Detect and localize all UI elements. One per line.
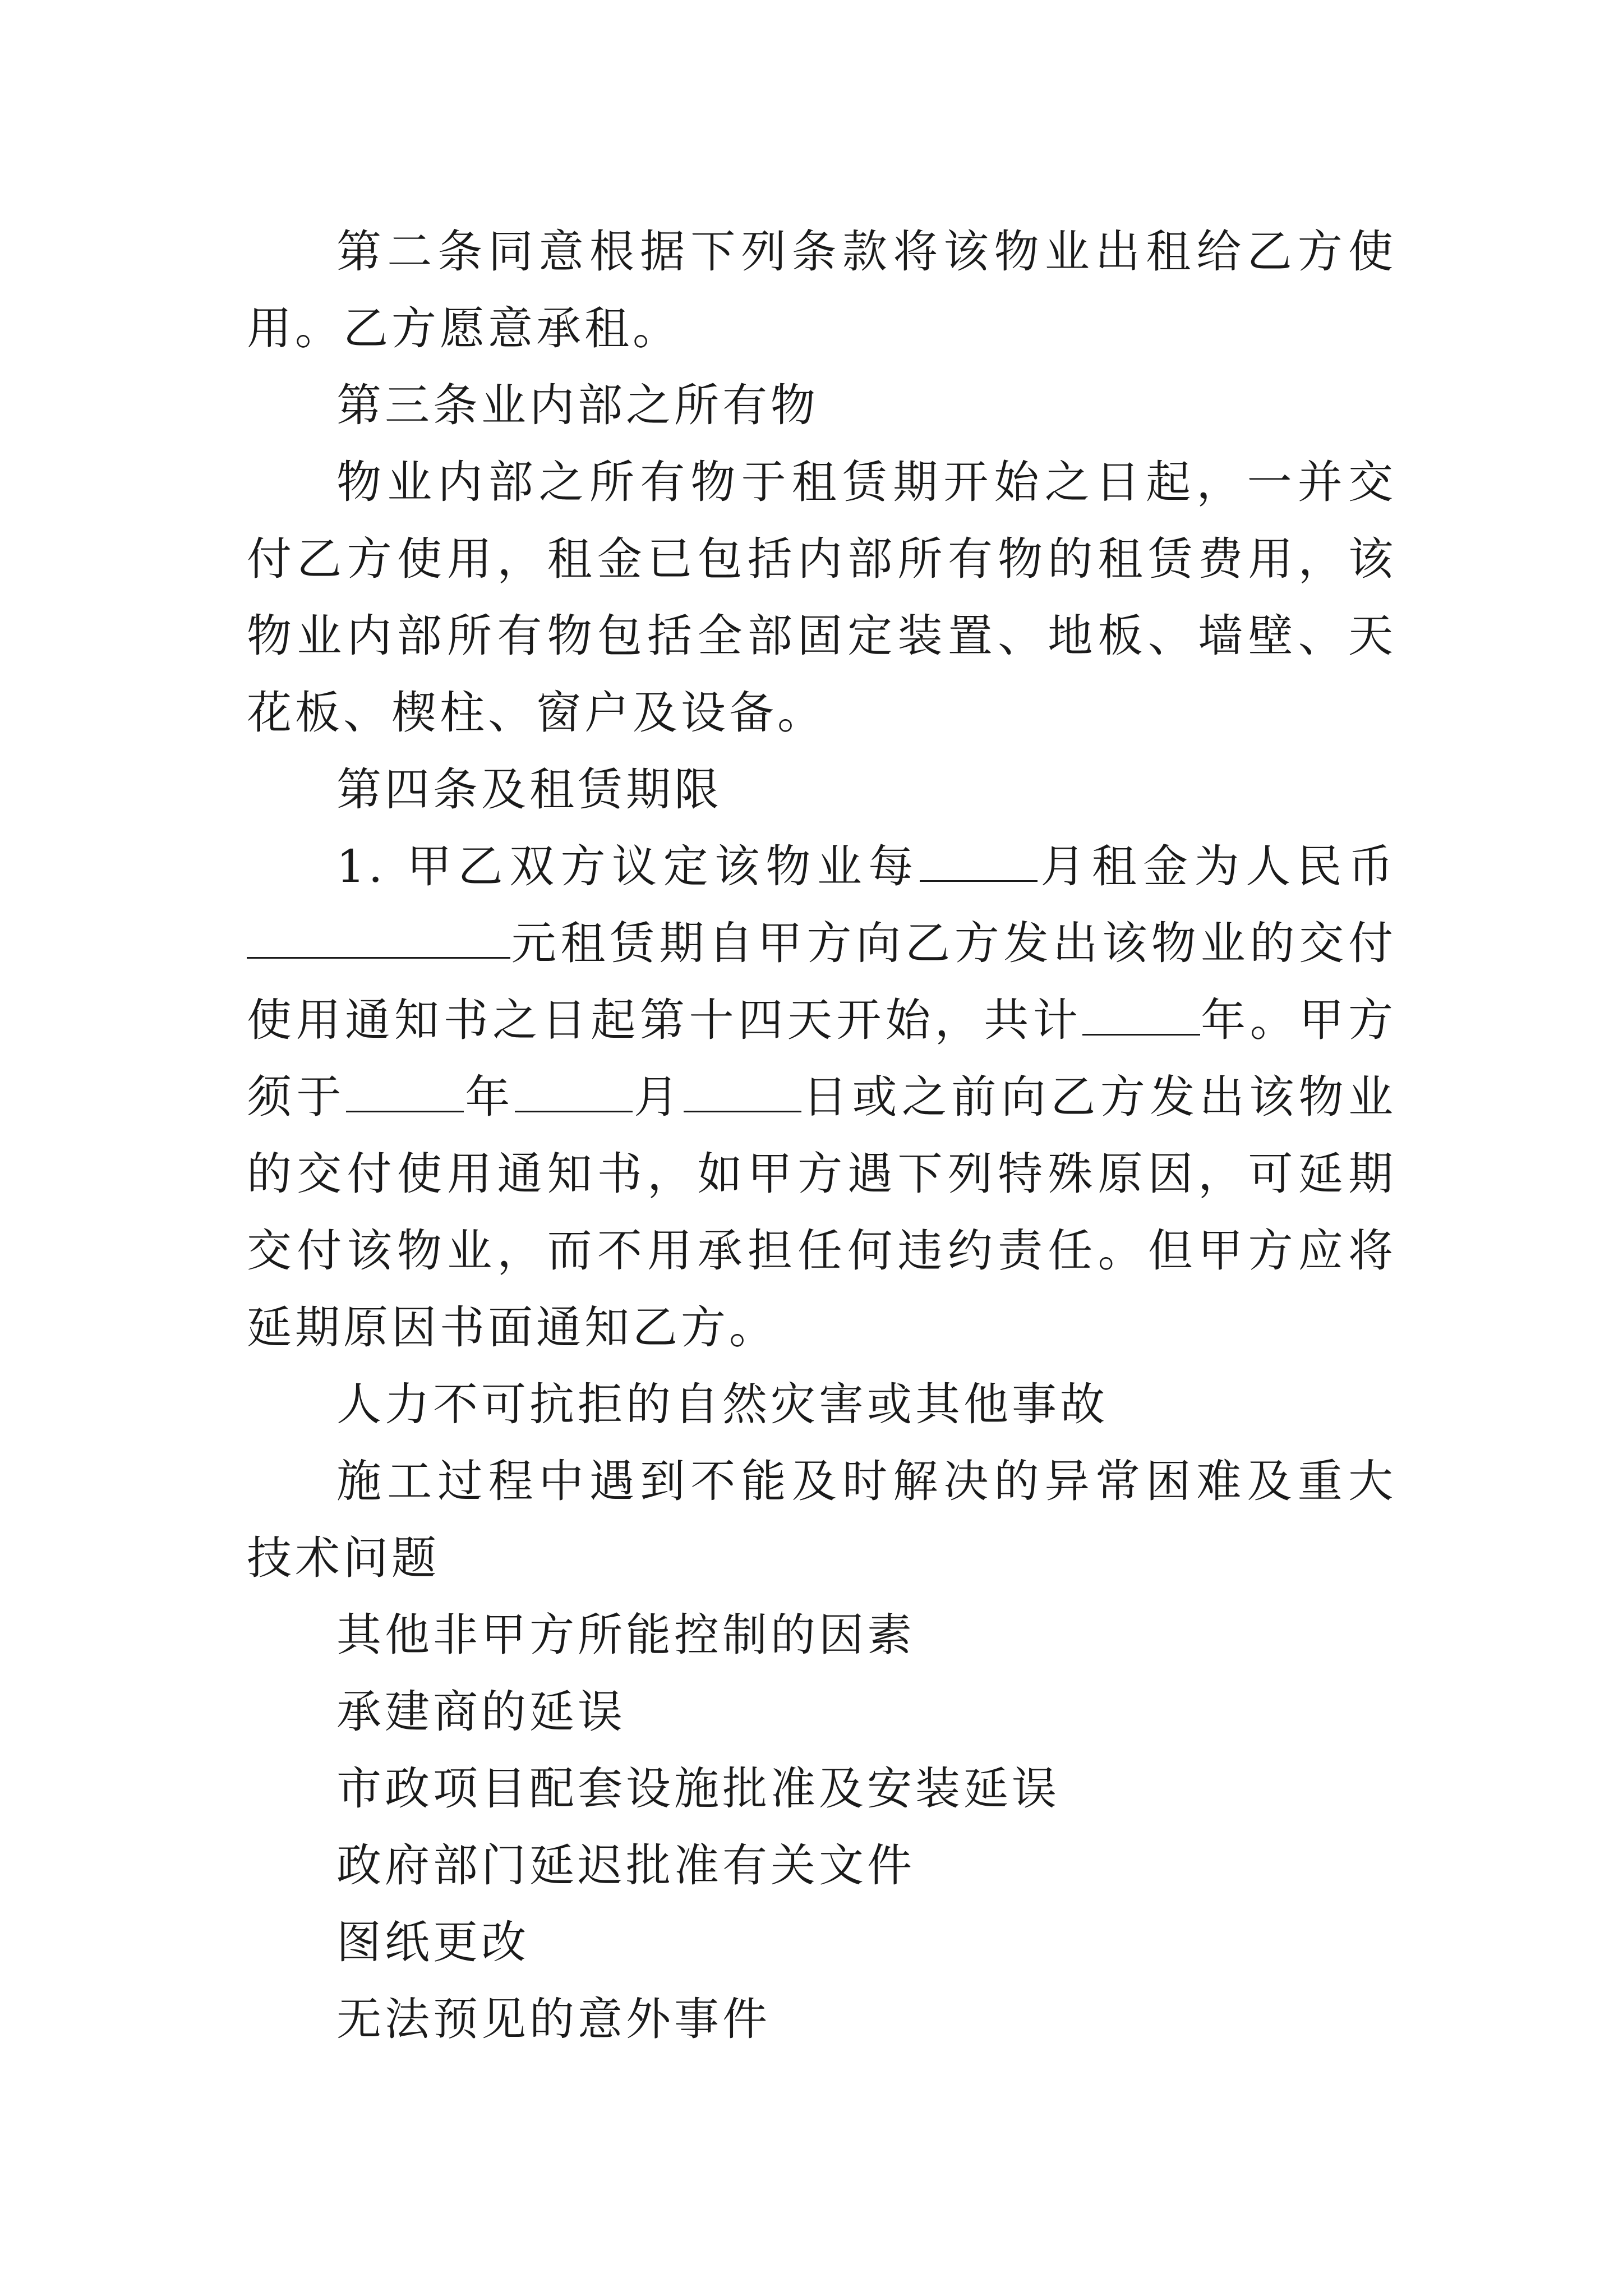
- rent-amount-blank[interactable]: [247, 921, 510, 959]
- paragraph-article-2: 第二条同意根据下列条款将该物业出租给乙方使用。乙方愿意承租。: [247, 226, 1396, 355]
- delivery-year-blank[interactable]: [346, 1075, 464, 1112]
- heading-article-4: 第四条及租赁期限: [336, 763, 722, 816]
- reason-item: 政府部门延迟批准有关文件: [336, 1839, 915, 1892]
- clause-1-text-e: 年: [463, 1071, 515, 1123]
- delivery-month-blank[interactable]: [515, 1075, 633, 1112]
- document-body: [247, 213, 1396, 2058]
- paragraph-article-3-body: 物业内部之所有物于租赁期开始之日起，一并交付乙方使用，租金已包括内部所有物的租赁费用，该物业内部所有物包括全部固定装置、地板、墙壁、天花板、楔柱、窗户及设备。: [247, 456, 1396, 739]
- rent-period-blank[interactable]: [920, 844, 1038, 882]
- lease-years-blank[interactable]: [1082, 998, 1200, 1036]
- reason-item: 承建商的延误: [336, 1686, 626, 1738]
- reason-item: 其他非甲方所能控制的因素: [336, 1609, 915, 1661]
- reason-item: 图纸更改: [336, 1916, 529, 1968]
- paragraph-clause-1: [247, 828, 1396, 1366]
- clause-1-text-c: 元租赁期自甲方向乙方发出该物业的交付使用通知书之日起第十四天开始，共计: [247, 917, 1396, 1046]
- reason-item: 市政项目配套设施批准及安装延误: [336, 1763, 1060, 1815]
- clause-1-text-a: 1. 甲乙双方议定该物业每: [336, 840, 920, 892]
- clause-1-text-f: 月: [632, 1071, 684, 1123]
- heading-article-3: 第三条业内部之所有物: [336, 379, 819, 431]
- reason-item: 人力不可抗拒的自然灾害或其他事故: [336, 1378, 1108, 1430]
- clause-1-text-b: 月租金为人民币: [1037, 840, 1396, 892]
- reason-item: 施工过程中遇到不能及时解决的异常困难及重大技术问题: [247, 1455, 1396, 1584]
- clause-1-text-d: 年。甲方须于: [247, 994, 1397, 1123]
- clause-1-text-g: 日或之前向乙方发出该物业的交付使用通知书，如甲方遇下列特殊原因，可延期交付该物业，而不用承担任何违约责任。但甲方应将延期原因书面通知乙方。: [247, 1071, 1397, 1354]
- reason-item: 无法预见的意外事件: [336, 1993, 771, 2045]
- delivery-day-blank[interactable]: [684, 1075, 801, 1112]
